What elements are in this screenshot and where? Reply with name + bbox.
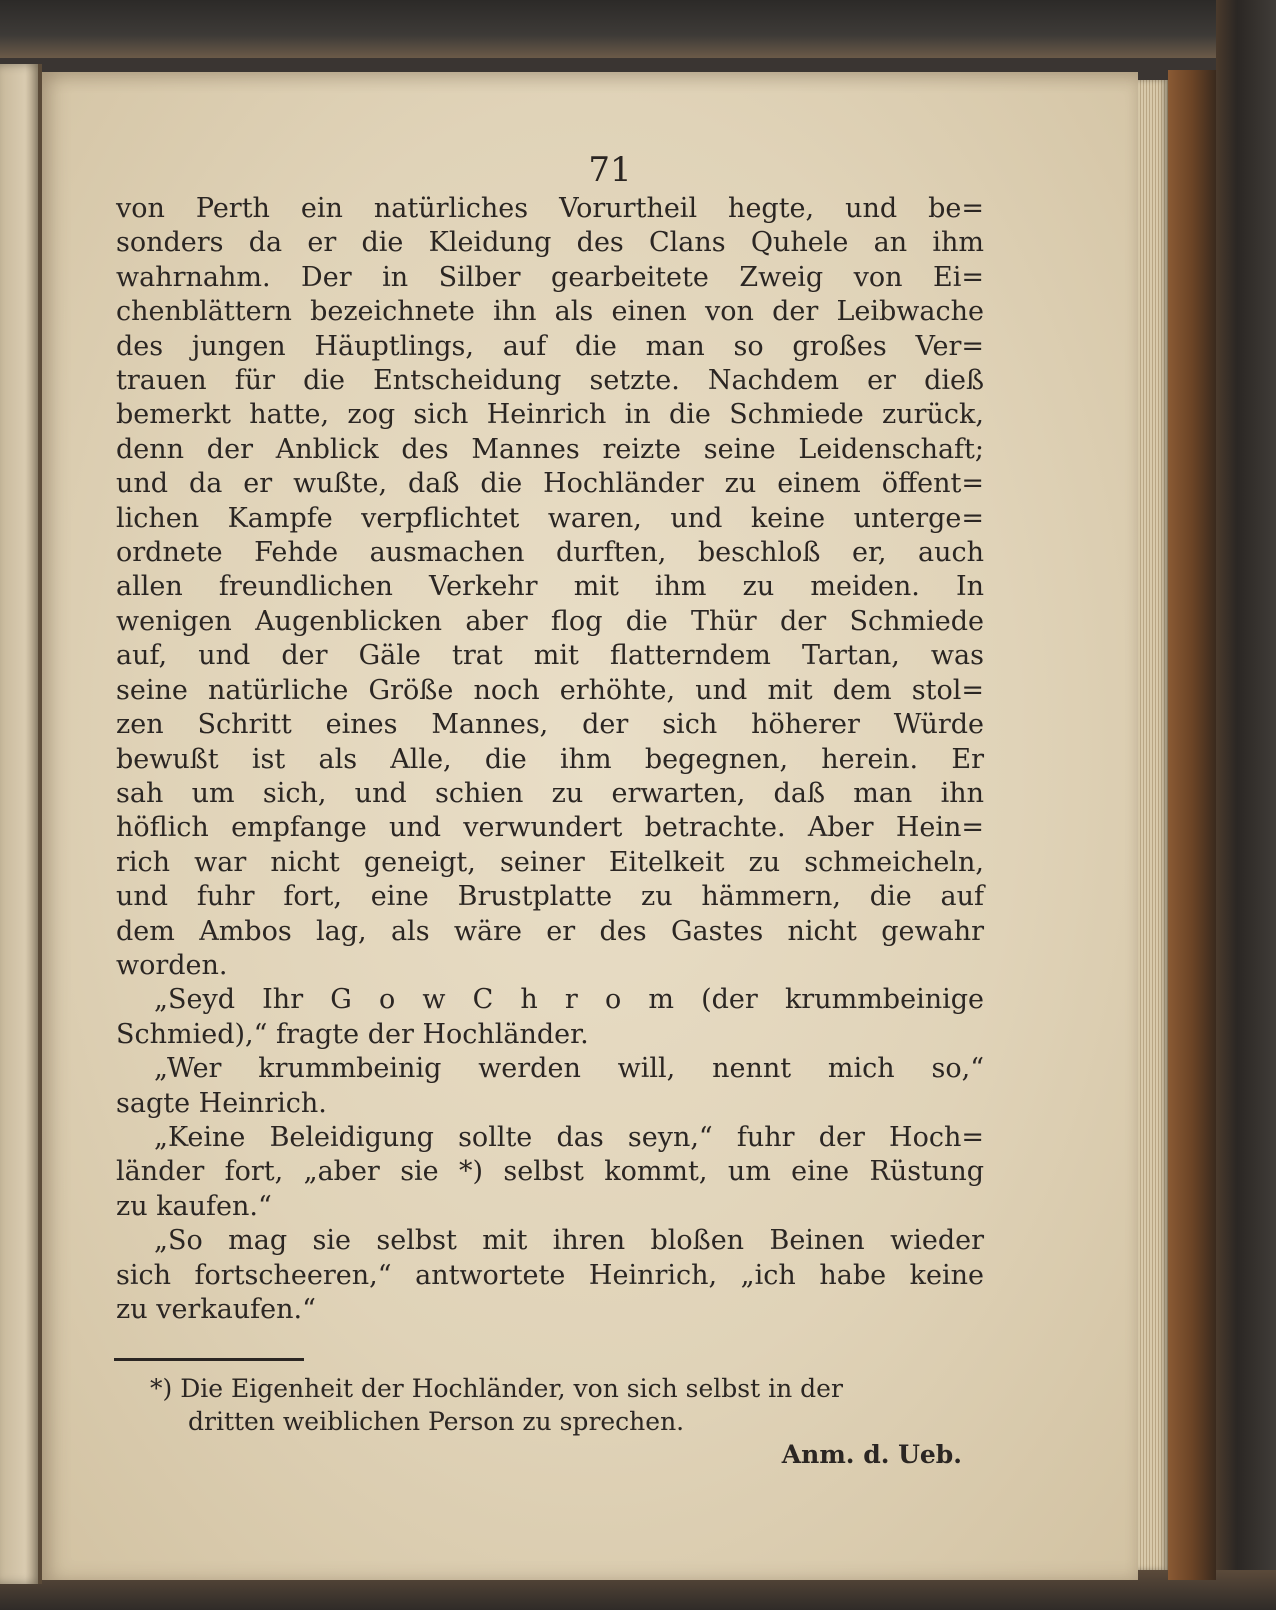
text-line: zu verkaufen.“ xyxy=(116,1294,316,1325)
text-line: zen Schritt eines Mannes, der sich höherer Würde xyxy=(116,709,984,741)
text-line: seine natürliche Größe noch erhöhte, und mit dem stol= xyxy=(116,674,984,706)
text-line: dem Ambos lag, als wäre er des Gastes nicht gewahr xyxy=(116,915,984,947)
text-line: worden. xyxy=(116,949,228,981)
text-line: trauen für die Entscheidung setzte. Nachdem er dieß xyxy=(116,365,984,397)
text-line: und fuhr fort, eine Brustplatte zu hämmern, die auf xyxy=(116,881,984,913)
text-line: ordnete Fehde ausmachen durften, beschloß er, auch xyxy=(116,537,984,569)
book-page xyxy=(42,72,1138,1580)
text-line: sagte Heinrich. xyxy=(116,1087,327,1119)
text-line: zu kaufen.“ xyxy=(116,1190,272,1222)
text-line: „Seyd Ihr G o w C h r o m (der krummbeinige xyxy=(154,984,984,1016)
text-line: „Wer krummbeinig werden will, nennt mich so,“ xyxy=(154,1053,984,1085)
footnote xyxy=(150,1372,1000,1471)
text-line: des jungen Häuptlings, auf die man so großes Ver= xyxy=(116,330,984,362)
book-cover-right xyxy=(1216,0,1276,1610)
text-line: „Keine Beleidigung sollte das seyn,“ fuhr der Hoch= xyxy=(154,1121,984,1153)
text-line: länder fort, „aber sie *) selbst kommt, um eine Rüstung xyxy=(116,1156,984,1188)
text-line: und da er wußte, daß die Hochländer zu einem öffent= xyxy=(116,468,984,500)
text-line: lichen Kampfe verpflichtet waren, und keine unterge= xyxy=(116,502,984,534)
footnote-divider xyxy=(114,1358,304,1361)
text-line: höflich empfange und verwundert betrachte. Aber Hein= xyxy=(116,812,984,844)
text-line: sonders da er die Kleidung des Clans Quhele an ihm xyxy=(116,227,984,259)
page-body-text xyxy=(116,192,984,1327)
book-cover-top xyxy=(0,0,1276,58)
text-line: bewußt ist als Alle, die ihm begegnen, herein. Er xyxy=(116,743,984,775)
text-line: bemerkt hatte, zog sich Heinrich in die Schmiede zurück, xyxy=(116,399,984,431)
book-binding-edge xyxy=(1168,70,1216,1580)
footnote-line: dritten weiblichen Person zu sprechen. xyxy=(188,1407,685,1436)
text-line: wahrnahm. Der in Silber gearbeitete Zweig von Ei= xyxy=(116,261,984,293)
text-line: auf, und der Gäle trat mit flatterndem Tartan, was xyxy=(116,640,984,672)
text-line: chenblättern bezeichnete ihn als einen von der Leibwache xyxy=(116,296,984,328)
page-stack-edges xyxy=(1138,80,1168,1570)
text-line: denn der Anblick des Mannes reizte seine Leidenschaft; xyxy=(116,433,984,465)
text-line: sah um sich, und schien zu erwarten, daß man ihn xyxy=(116,777,984,809)
footnote-line: *) Die Eigenheit der Hochländer, von sich selbst in der xyxy=(150,1374,843,1403)
text-line: Schmied),“ fragte der Hochländer. xyxy=(116,1018,589,1050)
footnote-signature: Anm. d. Ueb. xyxy=(781,1440,962,1469)
text-line: rich war nicht geneigt, seiner Eitelkeit zu schmeicheln, xyxy=(116,846,984,878)
page-number: 71 xyxy=(588,150,632,190)
text-line: „So mag sie selbst mit ihren bloßen Beinen wieder xyxy=(154,1225,984,1257)
text-line: wenigen Augenblicken aber flog die Thür der Schmiede xyxy=(116,605,984,637)
text-line: von Perth ein natürliches Vorurtheil hegte, und be= xyxy=(116,193,984,224)
text-line: sich fortscheeren,“ antwortete Heinrich, „ich habe keine xyxy=(116,1259,984,1291)
left-page-edge xyxy=(0,64,42,1584)
text-line: allen freundlichen Verkehr mit ihm zu meiden. In xyxy=(116,571,984,603)
